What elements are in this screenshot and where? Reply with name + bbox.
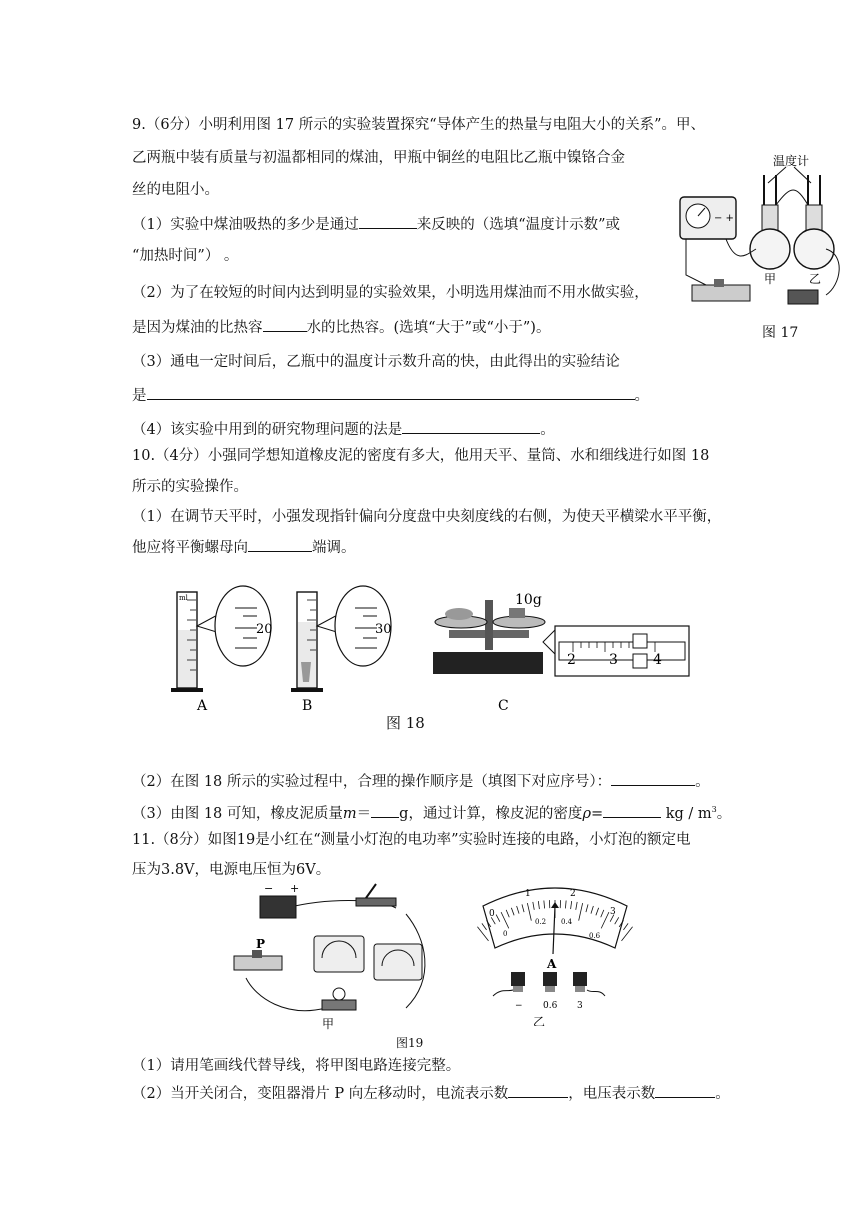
q9-line2: 乙两瓶中装有质量与初温都相同的煤油，甲瓶中铜丝的电阻比乙瓶中镍铬合金: [132, 150, 625, 166]
q11-part1: （1）请用笔画线代替导线，将甲图电路连接完整。: [132, 1058, 461, 1074]
q9-part3-cont: [132, 385, 649, 406]
q9-line3: 丝的电阻小。: [132, 182, 219, 198]
q9-answer-blank-3[interactable]: [147, 385, 635, 400]
scale-label-0-inner: 0: [503, 930, 508, 938]
ammeter-terminals: [511, 972, 587, 992]
fig17-bottle-yi-label: 乙: [809, 272, 822, 286]
battery-plus-label: +: [290, 882, 300, 895]
q10-answer-blank-2[interactable]: [611, 771, 695, 786]
q10-unit-exp: 3: [711, 805, 717, 814]
q10-part1: （1）在调节天平时，小强发现指针偏向分度盘中央刻度线的右侧，为使天平横梁水平平衡，: [132, 509, 722, 525]
q10-line2: 所示的实验操作。: [132, 479, 248, 495]
fig18-label-c: C: [498, 698, 509, 712]
q10-line1: 10.（4分）小强同学想知道橡皮泥的密度有多大，他用天平、量筒、水和细线进行如图 18: [132, 448, 710, 464]
q9-part2-text-b: 是因为煤油的比热容: [132, 320, 263, 336]
q10-part2-text-b: 。: [695, 774, 710, 790]
ammeter-tick: [623, 923, 628, 930]
q11-part2: [132, 1083, 730, 1104]
fig19-label-jia: 甲: [322, 1017, 335, 1030]
q9-part3-text-b: 是: [132, 388, 147, 404]
scale-label-06: 0.6: [589, 932, 601, 940]
q9-part2-text-c: 水的比热容。(选填“大于”或“小于”)。: [306, 320, 551, 336]
balance-weight-label: 10g: [515, 592, 542, 608]
fig17-bottle-jia-label: 甲: [764, 272, 777, 286]
fig19-caption: 图19: [396, 1036, 424, 1050]
fig18-label-a: A: [197, 698, 208, 712]
ammeter-tick: [477, 927, 488, 941]
ruler-tick-2: 2: [567, 652, 576, 668]
q10-mass-symbol: m: [342, 805, 357, 822]
q9-part1-text-a: （1）实验中煤油吸热的多少是通过: [132, 217, 359, 233]
scale-label-02: 0.2: [535, 918, 547, 926]
q9-answer-blank-4[interactable]: [402, 419, 540, 434]
q10-part3-end: 。: [716, 805, 732, 822]
q10-unit-m: / m: [688, 805, 712, 822]
q11-line2: 压为3.8V，电源电压恒为6V。: [132, 862, 331, 878]
q10-part1-text-b: 他应将平衡螺母向: [132, 540, 248, 556]
q10-unit-kg: kg: [665, 805, 684, 822]
scale-label-1: 1: [525, 889, 531, 899]
cylinder-b-reading: 30: [375, 622, 392, 637]
scale-label-04: 0.4: [561, 918, 573, 926]
ammeter-a-label: A: [547, 957, 557, 971]
q9-part4: [132, 419, 555, 440]
scale-label-0: 0: [489, 909, 495, 919]
fig17-thermometer-label: 温度计: [773, 154, 810, 168]
figure-19-ammeter: [475, 876, 635, 1026]
cylinder-a-unit: ml: [179, 594, 188, 602]
terminal-3: 3: [577, 1001, 583, 1011]
q10-part3: [132, 800, 731, 824]
q9-answer-blank-2[interactable]: [263, 317, 307, 332]
scale-label-2: 2: [570, 889, 576, 899]
q9-part3-text-c: 。: [634, 388, 649, 404]
terminal-06: 0.6: [543, 1001, 558, 1011]
q10-equals-2: =: [590, 805, 604, 822]
q10-density-symbol: ρ: [582, 805, 591, 822]
cylinder-a-reading: 20: [256, 622, 273, 637]
q10-equals: ＝: [356, 805, 372, 822]
figure-17-apparatus: [676, 145, 856, 315]
q10-answer-blank-mass[interactable]: [371, 803, 399, 818]
fig18-caption: 图 18: [386, 714, 425, 732]
q10-answer-blank-density[interactable]: [603, 803, 661, 818]
q9-part4-text-a: （4）该实验中用到的研究物理问题的法是: [132, 422, 403, 438]
ruler-tick-3: 3: [609, 652, 618, 668]
q9-part2-cont: [132, 317, 550, 338]
q10-part2-text-a: （2）在图 18 所示的实验过程中，合理的操作顺序是（填图下对应序号）：: [132, 774, 612, 790]
q10-part1-cont: [132, 537, 356, 558]
q11-part2-text-b: ，电压表示数: [568, 1086, 656, 1102]
q9-line1: 9.（6分）小明利用图 17 所示的实验装置探究“导体产生的热量与电阻大小的关系”。甲、: [132, 117, 706, 133]
q10-part3-text-b: g，通过计算，橡皮泥的密度: [399, 805, 583, 822]
q9-part4-text-b: 。: [540, 422, 555, 438]
q10-answer-blank-1[interactable]: [248, 537, 312, 552]
terminal-minus: −: [515, 1001, 523, 1011]
q11-part2-text-c: 。: [715, 1086, 730, 1102]
q9-part1-cont: “加热时间”） 。: [132, 248, 239, 264]
q11-part2-text-a: （2）当开关闭合，变阻器滑片 P 向左移动时，电流表示数: [132, 1086, 509, 1102]
ammeter-tick: [482, 923, 487, 930]
q9-part2: （2）为了在较短的时间内达到明显的实验效果，小明选用煤油而不用水做实验，: [132, 285, 649, 301]
q11-answer-blank-current[interactable]: [508, 1083, 568, 1098]
q10-part1-text-c: 端调。: [312, 540, 356, 556]
q10-part3-text-a: （3）由图 18 可知，橡皮泥质量: [132, 805, 343, 822]
battery-minus-label: −: [264, 882, 274, 895]
figure-18-experiment: [165, 582, 700, 712]
ammeter-tick: [621, 927, 632, 941]
q10-part2: [132, 771, 710, 792]
figure-19-circuit: [226, 878, 441, 1030]
q11-line1: 11.（8分）如图19是小红在“测量小灯泡的电功率”实验时连接的电路，小灯泡的额定电: [132, 832, 691, 848]
fig17-caption: 图 17: [762, 325, 799, 341]
ruler-tick-4: 4: [653, 652, 662, 668]
q11-answer-blank-voltage[interactable]: [655, 1083, 715, 1098]
q9-part1: [132, 214, 620, 235]
svg-text:− +: − +: [714, 213, 734, 224]
q9-answer-blank-1[interactable]: [359, 214, 417, 229]
rheostat-p-label: P: [256, 937, 266, 951]
scale-label-3: 3: [610, 907, 616, 917]
q9-part3: （3）通电一定时间后，乙瓶中的温度计示数升高的快，由此得出的实验结论: [132, 354, 620, 370]
fig18-label-b: B: [302, 698, 313, 712]
fig19-label-yi: 乙: [533, 1015, 546, 1026]
q9-part1-text-b: 来反映的（选填“温度计示数”或: [416, 217, 621, 233]
